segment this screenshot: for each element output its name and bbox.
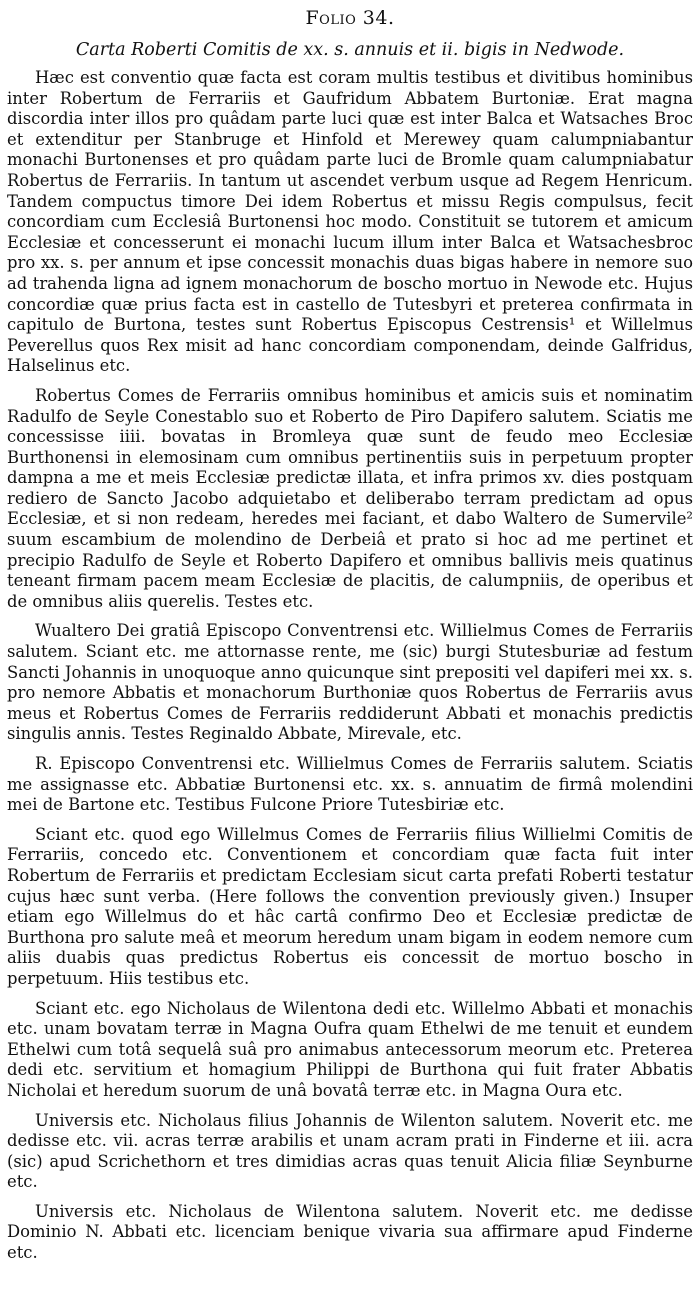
paragraph-wualtero: Wualtero Dei gratiâ Episcopo Conventrensi etc. Willielmus Comes de Ferrariis salutem. Sciant etc. me attornasse rente, me (sic) burgi Stutesburiæ ad festum Sancti Johannis in unoquoque anno quicunque sint prepositi vel dapiferi mei xx. s. pro nemore Abbatis et monachorum Burthoniæ quos Robertus de Ferrariis avus meus et Robertus Comes de Ferrariis reddiderunt Abbati et monachis predictis singulis annis. Testes Reginaldo Abbate, Mirevale, etc. [7,621,693,744]
paragraph-nicholaus-filius: Universis etc. Nicholaus filius Johannis de Wilenton salutem. Noverit etc. me dedisse etc. vii. acras terræ arabilis et unam acram prati in Finderne et iii. acra (sic) apud Scrichethorn et tres dimidias acras quas tenuit Alicia filiæ Seynburne etc. [7,1110,693,1192]
paragraph-robertus-grant: Robertus Comes de Ferrariis omnibus hominibus et amicis suis et nominatim Radulfo de Seyle Conestablo suo et Roberto de Piro Dapifero salutem. Sciatis me concessisse iiii. bovatas in Bromleya quæ sunt de feudo meo Ecclesiæ Burthonensi in elemosinam cum omnibus pertinentiis suis in perpetuum propter dampna a me et meis Ecclesiæ predictæ illata, et infra primos xv. dies postquam rediero de Sancto Jacobo adquietabo et deliberabo terram predictam ad opus Ecclesiæ, et si non redeam, heredes mei faciant, et dabo Waltero de Sumervile² suum escambium de molendino de Derbeiâ et prato si hoc ad me pertinet et precipio Radulfo de Seyle et Roberto Dapifero et omnibus ballivis meis quatinus teneant firmam pacem meam Ecclesiæ de placitis, de calumpniis, de operibus et de omnibus aliis querelis. Testes etc. [7,385,693,611]
paragraph-willelmus-confirmation: Sciant etc. quod ego Willelmus Comes de Ferrariis filius Willielmi Comitis de Ferrariis, concedo etc. Conventionem et concordiam quæ facta fuit inter Robertum de Ferrariis et predictam Ecclesiam sicut carta prefati Roberti testatur cujus hæc sunt verba. (Here follows the convention previously given.) Insuper etiam ego Willelmus do et hâc cartâ confirmo Deo et Ecclesiæ predictæ de Burthona pro salute meâ et meorum heredum unam bigam in eodem nemore cum aliis duabis quas predictus Robertus eis concessit de mortuo boscho in perpetuum. Hiis testibus etc. [7,824,693,988]
paragraph-r-episcopo: R. Episcopo Conventrensi etc. Willielmus Comes de Ferrariis salutem. Sciatis me assignasse etc. Abbatiæ Burtonensi etc. xx. s. annuatim de firmâ molendini mei de Bartone etc. Testibus Fulcone Priore Tutesbiriæ etc. [7,754,693,815]
paragraph-nicholaus-licencia: Universis etc. Nicholaus de Wilentona salutem. Noverit etc. me dedisse Dominio N. Abbati etc. licenciam benique vivaria sua affirmare apud Finderne etc. [7,1201,693,1263]
charter-heading: Carta Roberti Comitis de xx. s. annuis et ii. bigis in Nedwode. [75,40,625,60]
folio-number: Folio 34. [305,7,395,29]
paragraph-convention: Hæc est conventio quæ facta est coram multis testibus et divitibus hominibus inter Robertum de Ferrariis et Gaufridum Abbatem Burtoniæ. Erat magna discordia inter illos pro quâdam parte luci quæ est inter Balca et Watsaches Broc et extenditur per Stanbruge et Hinfold et Merewey quam calumpniabantur monachi Burtonenses et pro quâdam parte luci de Bromle quam calumpniabatur Robertus de Ferrariis. In tantum ut ascendet verbum usque ad Regem Henricum. Tandem compuctus timore Dei idem Robertus et missu Regis compulsus, fecit concordiam cum Ecclesiâ Burtonensi hoc modo. Constituit se tutorem et amicum Ecclesiæ et concesserunt ei monachi lucum illum inter Balca et Watsachesbroc pro xx. s. per annum et ipse concessit monachis duas bigas habere in nemore suo ad trahenda ligna ad ignem monachorum de boscho mortuo in Newode etc. Hujus concordiæ quæ prius facta est in castello de Tutesbyri et preterea confirmata in capitulo de Burtona, testes sunt Robertus Episcopus Cestrensis¹ et Willelmus Peverellus quos Rex misit ad hanc concordiam componendam, deinde Galfridus, Halselinus etc. [7,68,693,376]
paragraph-nicholaus-wilentona: Sciant etc. ego Nicholaus de Wilentona dedi etc. Willelmo Abbati et monachis etc. unam bovatam terræ in Magna Oufra quam Ethelwi de me tenuit et eundem Ethelwi cum totâ sequelâ suâ pro animabus antecessorum meorum etc. Preterea dedi etc. servitium et homagium Philippi de Burthona qui fuit frater Abbatis Nicholai et heredum suorum de unâ bovatâ terræ etc. in Magna Oura etc. [7,998,693,1100]
